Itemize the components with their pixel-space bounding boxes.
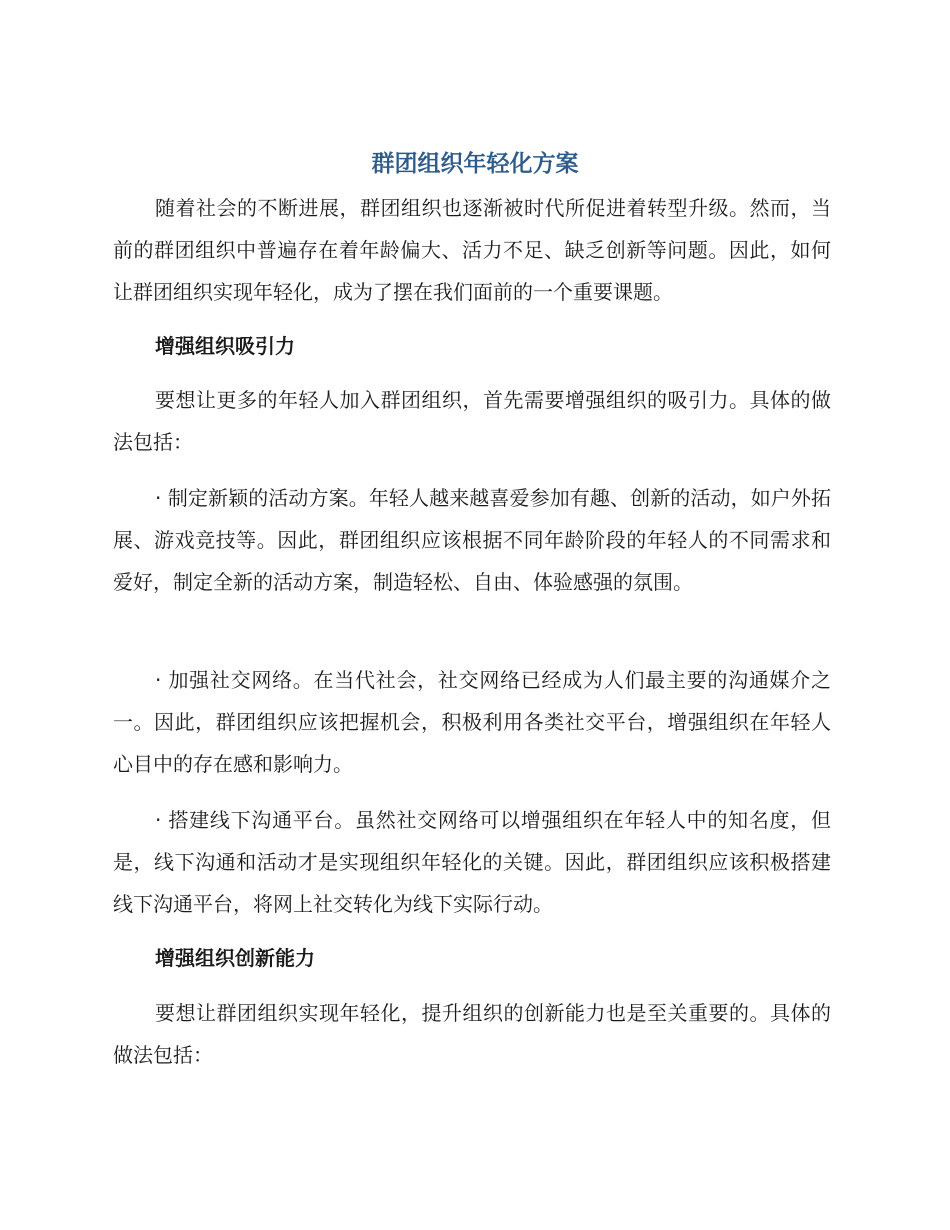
section2-lead-paragraph: 要想让群团组织实现年轻化，提升组织的创新能力也是至关重要的。具体的做法包括： xyxy=(113,1001,831,1067)
intro-paragraph: 随着社会的不断进展，群团组织也逐渐被时代所促进着转型升级。然而，当前的群团组织中普遍存在着年龄偏大、活力不足、缺乏创新等问题。因此，如何让群团组织实现年轻化，成为了摆在我们面前的一个重要课题。 xyxy=(113,196,831,304)
bullet-paragraph-social-network: · 加强社交网络。在当代社会，社交网络已经成为人们最主要的沟通媒介之一。因此，群团组织应该把握机会，积极利用各类社交平台，增强组织在年轻人心目中的存在感和影响力。 xyxy=(113,668,831,776)
section-heading-innovation: 增强组织创新能力 xyxy=(155,946,315,970)
section-heading-attractiveness: 增强组织吸引力 xyxy=(155,334,295,358)
document-title: 群团组织年轻化方案 xyxy=(371,151,579,177)
bullet-paragraph-offline-platform: · 搭建线下沟通平台。虽然社交网络可以增强组织在年轻人中的知名度，但是，线下沟通和活动才是实现组织年轻化的关键。因此，群团组织应该积极搭建线下沟通平台，将网上社交转化为线下实际行动。 xyxy=(113,808,831,916)
section1-lead-paragraph: 要想让更多的年轻人加入群团组织，首先需要增强组织的吸引力。具体的做法包括： xyxy=(113,388,831,454)
bullet-paragraph-activities: · 制定新颖的活动方案。年轻人越来越喜爱参加有趣、创新的活动，如户外拓展、游戏竞技等。因此，群团组织应该根据不同年龄阶段的年轻人的不同需求和爱好，制定全新的活动方案，制造轻松、自由、体验感强的氛围。 xyxy=(113,486,831,594)
